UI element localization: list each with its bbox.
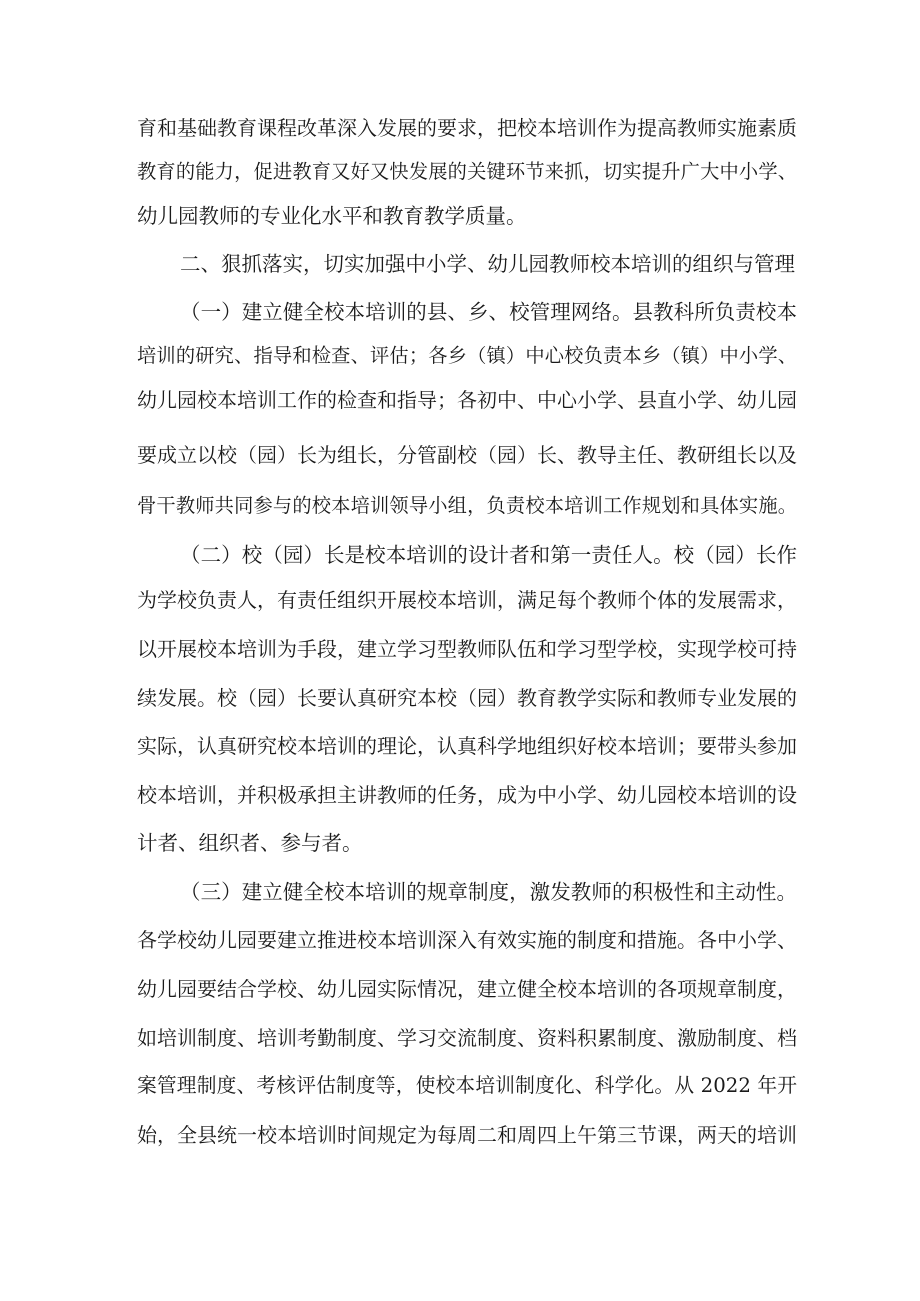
- paragraph-line: 如培训制度、培训考勤制度、学习交流制度、资料积累制度、激励制度、档: [137, 1026, 797, 1050]
- paragraph-line: 实际，认真研究校本培训的理论，认真科学地组织好校本培训；要带头参加: [137, 734, 797, 758]
- paragraph-line: 幼儿园校本培训工作的检查和指导；各初中、中心小学、县直小学、幼儿园: [137, 388, 797, 412]
- paragraph-line: 教育的能力，促进教育又好又快发展的关键环节来抓，切实提升广大中小学、: [137, 160, 797, 183]
- paragraph-line: 要成立以校（园）长为组长，分管副校（园）长、教导主任、教研组长以及: [137, 443, 797, 467]
- paragraph-line: 为学校负责人，有责任组织开展校本培训，满足每个教师个体的发展需求，: [137, 588, 797, 612]
- paragraph-line: （三）建立健全校本培训的规章制度，激发教师的积极性和主动性。: [180, 880, 797, 904]
- paragraph-line: 计者、组织者、参与者。: [137, 831, 363, 855]
- paragraph-line: 各学校幼儿园要建立推进校本培训深入有效实施的制度和措施。各中小学、: [137, 928, 797, 952]
- paragraph-line: 育和基础教育课程改革深入发展的要求，把校本培训作为提高教师实施素质: [137, 116, 797, 140]
- paragraph-line: 幼儿园要结合学校、幼儿园实际情况，建立健全校本培训的各项规章制度，: [137, 977, 797, 1001]
- paragraph-line: 案管理制度、考核评估制度等，使校本培训制度化、科学化。从 2022 年开: [137, 1074, 797, 1097]
- paragraph-line: （二）校（园）长是校本培训的设计者和第一责任人。校（园）长作: [180, 543, 797, 567]
- paragraph-line: 续发展。校（园）长要认真研究本校（园）教育教学实际和教师专业发展的: [137, 686, 797, 710]
- paragraph-line: 始，全县统一校本培训时间规定为每周二和周四上午第三节课，两天的培训: [137, 1123, 797, 1147]
- paragraph-line: 骨干教师共同参与的校本培训领导小组，负责校本培训工作规划和具体实施。: [137, 494, 797, 517]
- section-heading: 二、狠抓落实，切实加强中小学、幼儿园教师校本培训的组织与管理: [180, 252, 795, 276]
- paragraph-line: 以开展校本培训为手段，建立学习型教师队伍和学习型学校，实现学校可持: [137, 637, 797, 661]
- paragraph-line: 培训的研究、指导和检查、评估；各乡（镇）中心校负责本乡（镇）中小学、: [137, 344, 797, 367]
- paragraph-line: 幼儿园教师的专业化水平和教育教学质量。: [137, 204, 527, 228]
- paragraph-line: （一）建立健全校本培训的县、乡、校管理网络。县教科所负责校本: [180, 300, 797, 324]
- paragraph-line: 校本培训，并积极承担主讲教师的任务，成为中小学、幼儿园校本培训的设: [137, 783, 797, 807]
